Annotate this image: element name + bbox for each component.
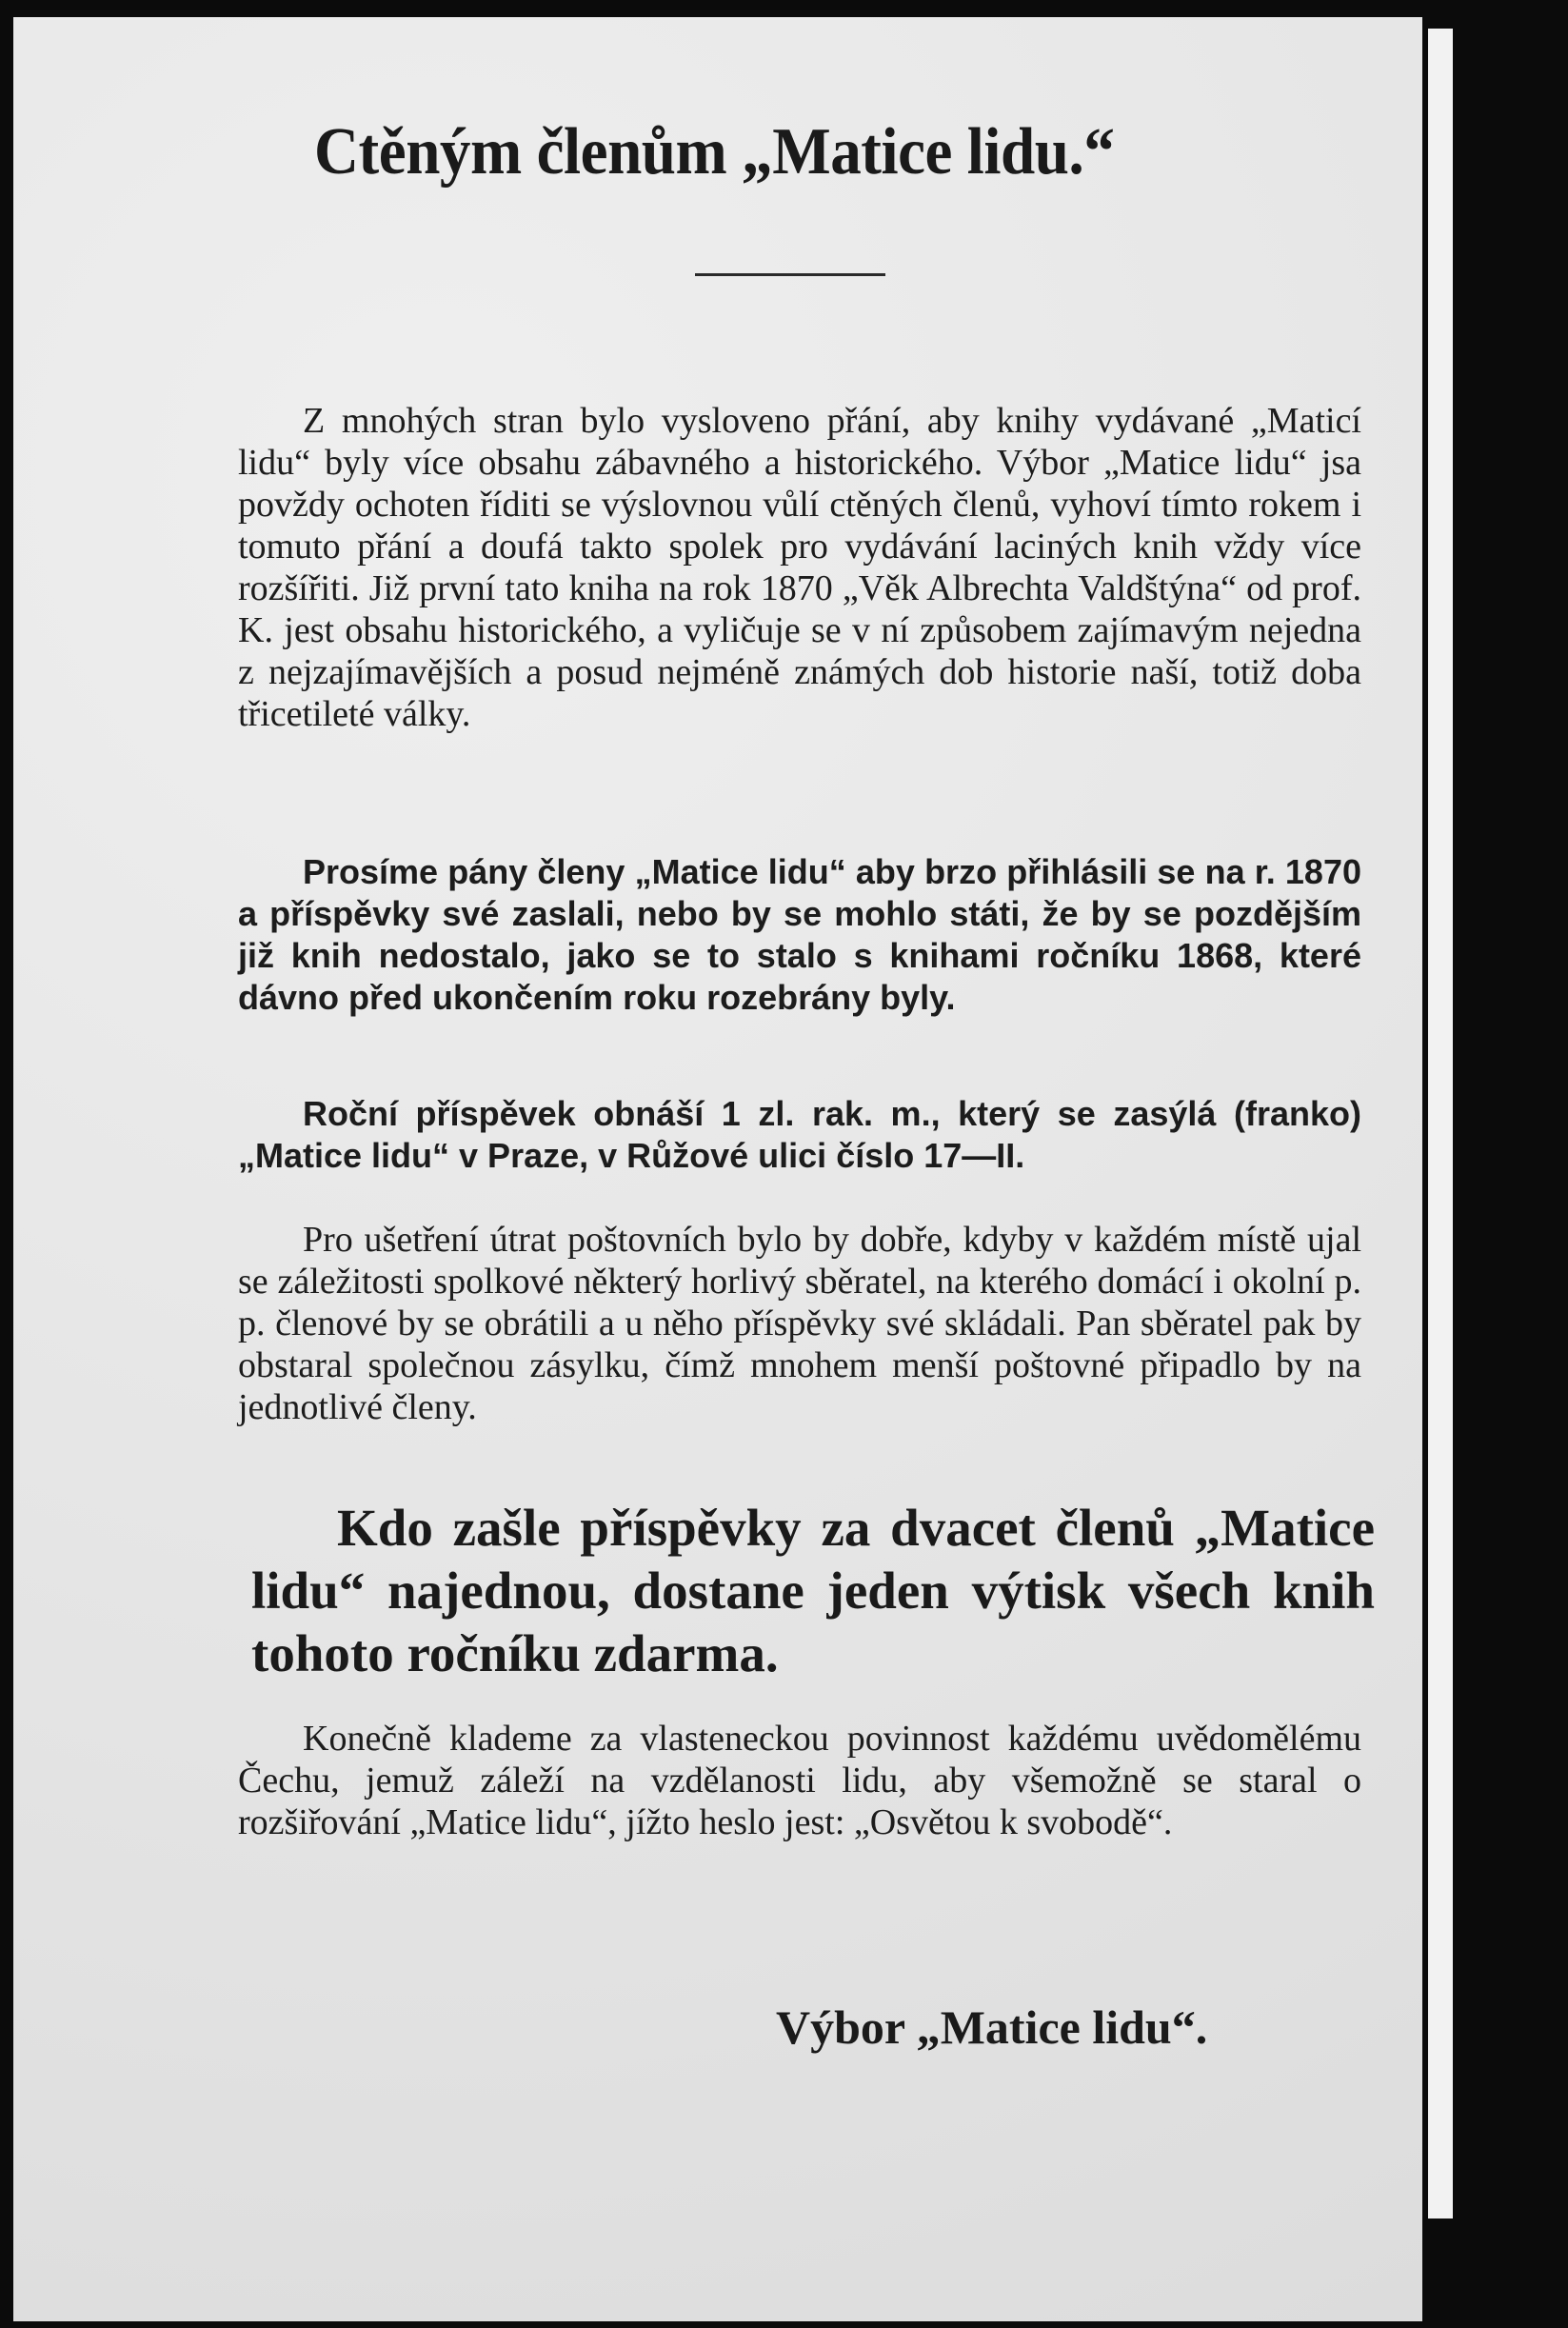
paragraph-closing: Konečně klademe za vlasteneckou povinnost každému uvědomělému Čechu, jemuž záleží na vzdělanosti lidu, aby všemožně se staral o rozšiřování „Matice lidu“, jížto heslo jest: „Osvětou k svobodě“.: [238, 1719, 1361, 1842]
paragraph-fee: Roční příspěvek obnáší 1 zl. rak. m., který se zasýlá (franko) „Matice lidu“ v Praze, v Růžové ulici číslo 17—II.: [238, 1094, 1361, 1175]
page-title: Ctěným členům „Matice lidu.“: [314, 115, 1115, 189]
paragraph-offer: Kdo zašle příspěvky za dvacet členů „Matice lidu“ najednou, dostane jeden výtisk všech knih tohoto ročníku zdarma.: [251, 1499, 1375, 1682]
title-divider: [695, 273, 885, 276]
paragraph-request: Prosíme pány členy „Matice lidu“ aby brzo přihlásili se na r. 1870 a příspěvky své zaslali, nebo by se mohlo státi, že by se pozdějším již knih nedostalo, jako se to stalo s knihami ročníku 1868, které dávno před ukončením roku rozebrány byly.: [238, 852, 1361, 1017]
paragraph-intro: Z mnohých stran bylo vysloveno přání, aby knihy vydávané „Maticí lidu“ byly více obsahu zábavného a historického. Výbor „Matice lidu“ jsa povždy ochoten říditi se výslovnou vůlí ctěných členů, vyhoví tímto rokem i tomuto přání a doufá takto spolek pro vydávání laciných knih vždy více rozšířiti. Již první tato kniha na rok 1870 „Věk Albrechta Valdštýna“ od prof. K. jest obsahu historického, a vyličuje se v ní způsobem zajímavým nejedna z nejzajímavějších a posud nejméně známých dob historie naší, totiž doba třicetileté války.: [238, 401, 1361, 734]
paragraph-collector: Pro ušetření útrat poštovních bylo by dobře, kdyby v každém místě ujal se záležitosti spolkové některý horlivý sběratel, na kterého domácí i okolní p. p. členové by se obrátili a u něho příspěvky své skládali. Pan sběratel pak by obstaral společnou zásylku, čímž mnohem menší poštovné připadlo by na jednotlivé členy.: [238, 1220, 1361, 1427]
scan-edge-strip: [1428, 29, 1453, 2219]
signature: Výbor „Matice lidu“.: [776, 2000, 1208, 2054]
